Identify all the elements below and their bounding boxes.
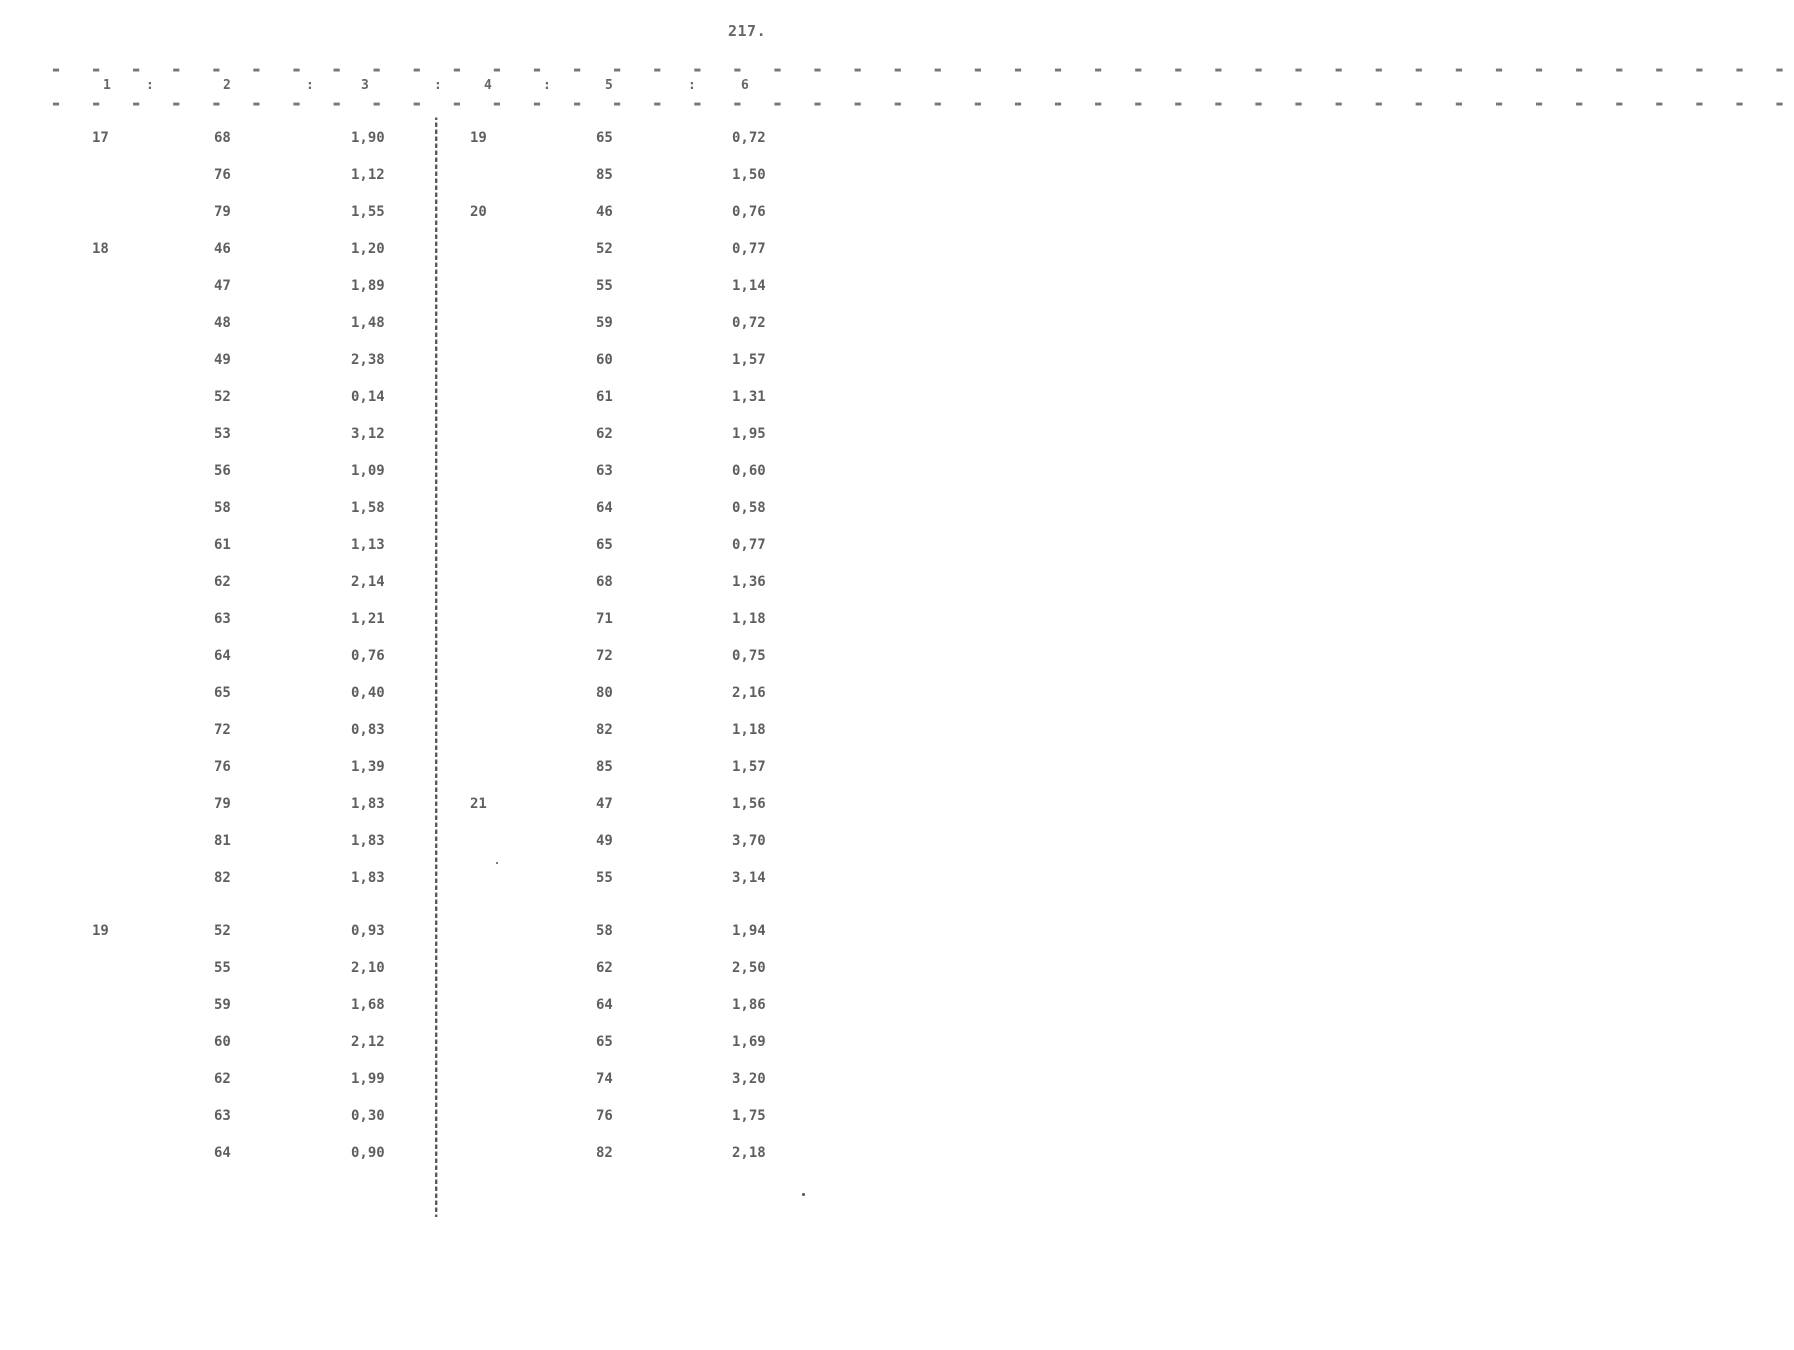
cell-col-2: 52 xyxy=(214,923,231,939)
cell-col-2: 55 xyxy=(214,960,231,976)
table-row xyxy=(0,648,850,685)
cell-col-6: 3,14 xyxy=(732,870,766,886)
table-row xyxy=(0,870,850,907)
stray-ink-mark xyxy=(496,862,498,864)
cell-col-2: 62 xyxy=(214,1071,231,1087)
cell-col-3: 1,83 xyxy=(351,796,385,812)
table-row xyxy=(0,1108,850,1145)
cell-col-3: 1,83 xyxy=(351,833,385,849)
cell-col-6: 1,31 xyxy=(732,389,766,405)
cell-col-1: 17 xyxy=(92,130,109,146)
cell-col-3: 2,12 xyxy=(351,1034,385,1050)
cell-col-3: 0,83 xyxy=(351,722,385,738)
cell-col-6: 1,50 xyxy=(732,167,766,183)
table-row xyxy=(0,167,850,204)
cell-col-2: 64 xyxy=(214,1145,231,1161)
header-separator: : xyxy=(146,78,154,93)
cell-col-3: 2,10 xyxy=(351,960,385,976)
cell-col-5: 64 xyxy=(596,500,613,516)
cell-col-3: 1,83 xyxy=(351,870,385,886)
cell-col-3: 1,68 xyxy=(351,997,385,1013)
cell-col-5: 85 xyxy=(596,759,613,775)
cell-col-2: 81 xyxy=(214,833,231,849)
cell-col-3: 3,12 xyxy=(351,426,385,442)
cell-col-3: 1,09 xyxy=(351,463,385,479)
cell-col-6: 0,72 xyxy=(732,315,766,331)
cell-col-2: 48 xyxy=(214,315,231,331)
cell-col-2: 64 xyxy=(214,648,231,664)
cell-col-5: 65 xyxy=(596,537,613,553)
cell-col-3: 2,14 xyxy=(351,574,385,590)
cell-col-5: 55 xyxy=(596,278,613,294)
cell-col-2: 63 xyxy=(214,1108,231,1124)
table-row xyxy=(0,611,850,648)
cell-col-6: 0,77 xyxy=(732,537,766,553)
cell-col-5: 74 xyxy=(596,1071,613,1087)
cell-col-6: 2,16 xyxy=(732,685,766,701)
cell-col-2: 56 xyxy=(214,463,231,479)
header-separator: : xyxy=(543,78,551,93)
cell-col-2: 65 xyxy=(214,685,231,701)
cell-col-2: 61 xyxy=(214,537,231,553)
cell-col-5: 58 xyxy=(596,923,613,939)
table-row xyxy=(0,1034,850,1071)
cell-col-2: 58 xyxy=(214,500,231,516)
cell-col-3: 0,93 xyxy=(351,923,385,939)
table-row xyxy=(0,685,850,722)
cell-col-6: 1,69 xyxy=(732,1034,766,1050)
cell-col-3: 1,20 xyxy=(351,241,385,257)
cell-col-2: 60 xyxy=(214,1034,231,1050)
table-row xyxy=(0,130,850,167)
table-row xyxy=(0,278,850,315)
cell-col-5: 65 xyxy=(596,130,613,146)
cell-col-6: 3,20 xyxy=(732,1071,766,1087)
cell-col-5: 62 xyxy=(596,960,613,976)
cell-col-5: 71 xyxy=(596,611,613,627)
cell-col-2: 53 xyxy=(214,426,231,442)
cell-col-5: 60 xyxy=(596,352,613,368)
cell-col-3: 1,99 xyxy=(351,1071,385,1087)
cell-col-5: 46 xyxy=(596,204,613,220)
cell-col-2: 63 xyxy=(214,611,231,627)
cell-col-5: 49 xyxy=(596,833,613,849)
cell-col-6: 2,50 xyxy=(732,960,766,976)
cell-col-4: 20 xyxy=(470,204,487,220)
table-row xyxy=(0,352,850,389)
header-separator: : xyxy=(688,78,696,93)
cell-col-5: 62 xyxy=(596,426,613,442)
table-row xyxy=(0,1071,850,1108)
cell-col-2: 79 xyxy=(214,204,231,220)
table-row xyxy=(0,833,850,870)
cell-col-6: 1,18 xyxy=(732,611,766,627)
cell-col-5: 47 xyxy=(596,796,613,812)
cell-col-5: 85 xyxy=(596,167,613,183)
cell-col-2: 62 xyxy=(214,574,231,590)
cell-col-3: 0,76 xyxy=(351,648,385,664)
cell-col-2: 59 xyxy=(214,997,231,1013)
table-body xyxy=(0,130,850,1182)
cell-col-5: 64 xyxy=(596,997,613,1013)
cell-col-3: 1,58 xyxy=(351,500,385,516)
cell-col-3: 1,39 xyxy=(351,759,385,775)
cell-col-2: 82 xyxy=(214,870,231,886)
cell-col-2: 72 xyxy=(214,722,231,738)
cell-col-3: 0,30 xyxy=(351,1108,385,1124)
cell-col-2: 79 xyxy=(214,796,231,812)
cell-col-3: 2,38 xyxy=(351,352,385,368)
cell-col-6: 1,36 xyxy=(732,574,766,590)
cell-col-5: 82 xyxy=(596,722,613,738)
cell-col-5: 80 xyxy=(596,685,613,701)
table-row xyxy=(0,389,850,426)
table-row xyxy=(0,997,850,1034)
cell-col-5: 76 xyxy=(596,1108,613,1124)
header-col-2: 2 xyxy=(223,78,231,93)
cell-col-6: 1,75 xyxy=(732,1108,766,1124)
header-separator: : xyxy=(434,78,442,93)
cell-col-2: 76 xyxy=(214,759,231,775)
table-row xyxy=(0,204,850,241)
cell-col-3: 0,90 xyxy=(351,1145,385,1161)
header-col-4: 4 xyxy=(484,78,492,93)
cell-col-6: 1,18 xyxy=(732,722,766,738)
cell-col-5: 63 xyxy=(596,463,613,479)
table-row xyxy=(0,241,850,278)
table-row xyxy=(0,1145,850,1182)
cell-col-6: 0,58 xyxy=(732,500,766,516)
cell-col-3: 1,12 xyxy=(351,167,385,183)
cell-col-6: 1,86 xyxy=(732,997,766,1013)
cell-col-5: 61 xyxy=(596,389,613,405)
cell-col-5: 72 xyxy=(596,648,613,664)
cell-col-2: 49 xyxy=(214,352,231,368)
header-col-5: 5 xyxy=(605,78,613,93)
cell-col-3: 1,89 xyxy=(351,278,385,294)
cell-col-5: 68 xyxy=(596,574,613,590)
cell-col-6: 3,70 xyxy=(732,833,766,849)
cell-col-6: 0,76 xyxy=(732,204,766,220)
cell-col-5: 59 xyxy=(596,315,613,331)
table-row xyxy=(0,463,850,500)
table-row xyxy=(0,315,850,352)
cell-col-6: 1,57 xyxy=(732,759,766,775)
cell-col-6: 2,18 xyxy=(732,1145,766,1161)
cell-col-3: 1,90 xyxy=(351,130,385,146)
cell-col-2: 76 xyxy=(214,167,231,183)
cell-col-2: 46 xyxy=(214,241,231,257)
header-col-1: 1 xyxy=(103,78,111,93)
table-row xyxy=(0,500,850,537)
cell-col-6: 1,57 xyxy=(732,352,766,368)
cell-col-3: 1,13 xyxy=(351,537,385,553)
cell-col-6: 0,77 xyxy=(732,241,766,257)
header-col-3: 3 xyxy=(361,78,369,93)
table-row xyxy=(0,722,850,759)
header-bottom-rule: - - - - - - - - - - - - - - - - - - - - - - - - - - - - - - - - - - - - - - - - - - - - xyxy=(50,91,1794,115)
cell-col-1: 18 xyxy=(92,241,109,257)
header-top-rule: - - - - - - - - - - - - - - - - - - - - - - - - - - - - - - - - - - - - - - - - - - - - xyxy=(50,57,1794,81)
cell-col-3: 0,40 xyxy=(351,685,385,701)
cell-col-6: 1,56 xyxy=(732,796,766,812)
cell-col-4: 21 xyxy=(470,796,487,812)
cell-col-2: 68 xyxy=(214,130,231,146)
cell-col-6: 1,95 xyxy=(732,426,766,442)
cell-col-5: 82 xyxy=(596,1145,613,1161)
cell-col-3: 0,14 xyxy=(351,389,385,405)
cell-col-2: 47 xyxy=(214,278,231,294)
cell-col-5: 55 xyxy=(596,870,613,886)
header-col-6: 6 xyxy=(741,78,749,93)
stray-ink-mark xyxy=(802,1193,805,1196)
header-separator: : xyxy=(306,78,314,93)
cell-col-6: 0,72 xyxy=(732,130,766,146)
cell-col-6: 1,14 xyxy=(732,278,766,294)
table-row xyxy=(0,923,850,960)
cell-col-5: 52 xyxy=(596,241,613,257)
cell-col-1: 19 xyxy=(92,923,109,939)
page-number: 217. xyxy=(728,22,767,40)
column-divider: : : : : : : : : : : : : : : : : : : : : : : : : : : : : : : : : : : : : : : : : : : : : : : : : : : : : : : : : : : : : : : : : : : : : : : : : : : : : : : : : : : : : : : : : : : : : : : : : : : : : : : : : : : : : : : : : : : : : : : : : : : : : : : : : : : : : : : : : : : : : : : : : : : : : : : : : : : : : : xyxy=(432,113,441,1221)
cell-col-5: 65 xyxy=(596,1034,613,1050)
table-row xyxy=(0,796,850,833)
cell-col-4: 19 xyxy=(470,130,487,146)
table-row xyxy=(0,574,850,611)
cell-col-3: 1,55 xyxy=(351,204,385,220)
cell-col-6: 1,94 xyxy=(732,923,766,939)
cell-col-6: 0,75 xyxy=(732,648,766,664)
table-row xyxy=(0,960,850,997)
cell-col-3: 1,21 xyxy=(351,611,385,627)
table-row xyxy=(0,537,850,574)
table-row xyxy=(0,759,850,796)
cell-col-3: 1,48 xyxy=(351,315,385,331)
cell-col-2: 52 xyxy=(214,389,231,405)
cell-col-6: 0,60 xyxy=(732,463,766,479)
table-row xyxy=(0,426,850,463)
